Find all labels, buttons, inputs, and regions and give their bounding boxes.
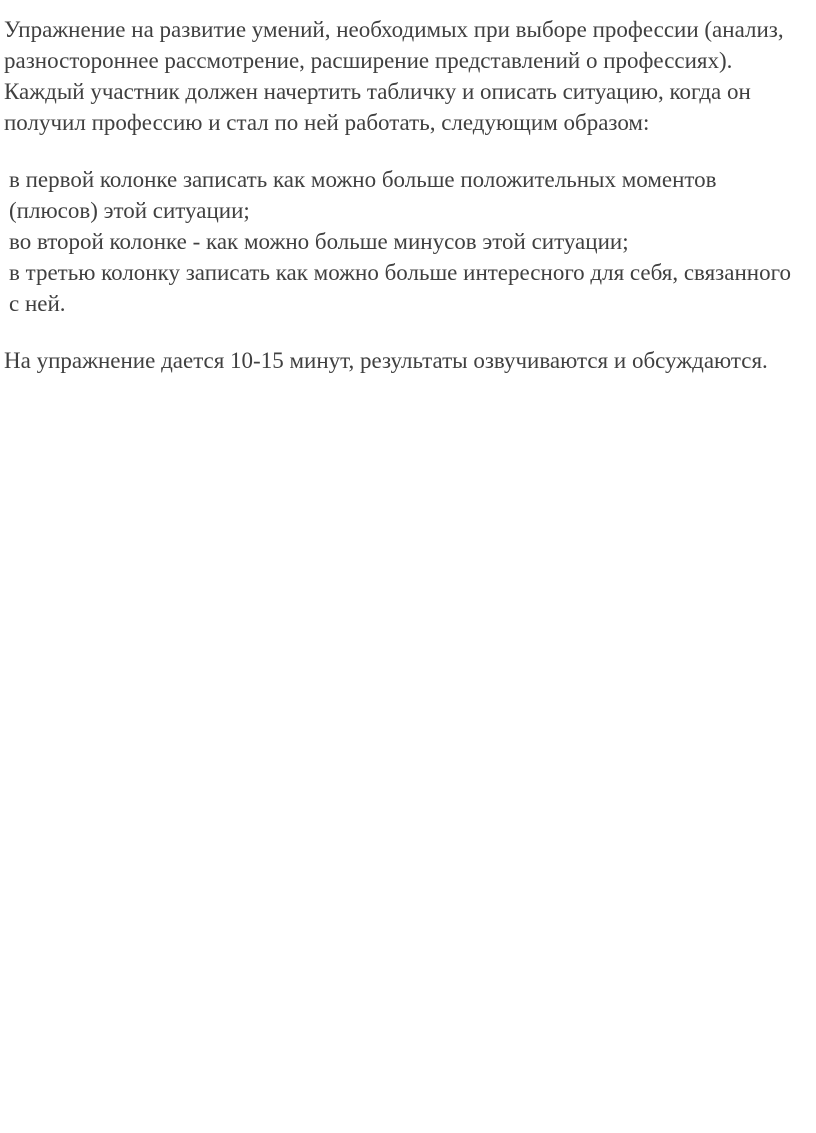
closing-paragraph: На упражнение дается 10-15 минут, результаты озвучиваются и обсуждаются. xyxy=(4,348,768,373)
instructions-list xyxy=(4,164,804,319)
list-item-second-column: во второй колонке - как можно больше минусов этой ситуации; xyxy=(9,229,629,254)
intro-paragraph: Упражнение на развитие умений, необходимых при выборе профессии (анализ, разностороннее рассмотрение, расширение представлений о профессиях). Каждый участник должен начертить табличку и описать ситуацию, когда он получил профессию и стал по ней работать, следующим образом: xyxy=(4,17,784,135)
list-item-first-column: в первой колонке записать как можно больше положительных моментов (плюсов) этой ситуации; xyxy=(9,167,717,223)
list-item-third-column: в третью колонку записать как можно больше интересного для себя, связанного с ней. xyxy=(9,260,791,316)
